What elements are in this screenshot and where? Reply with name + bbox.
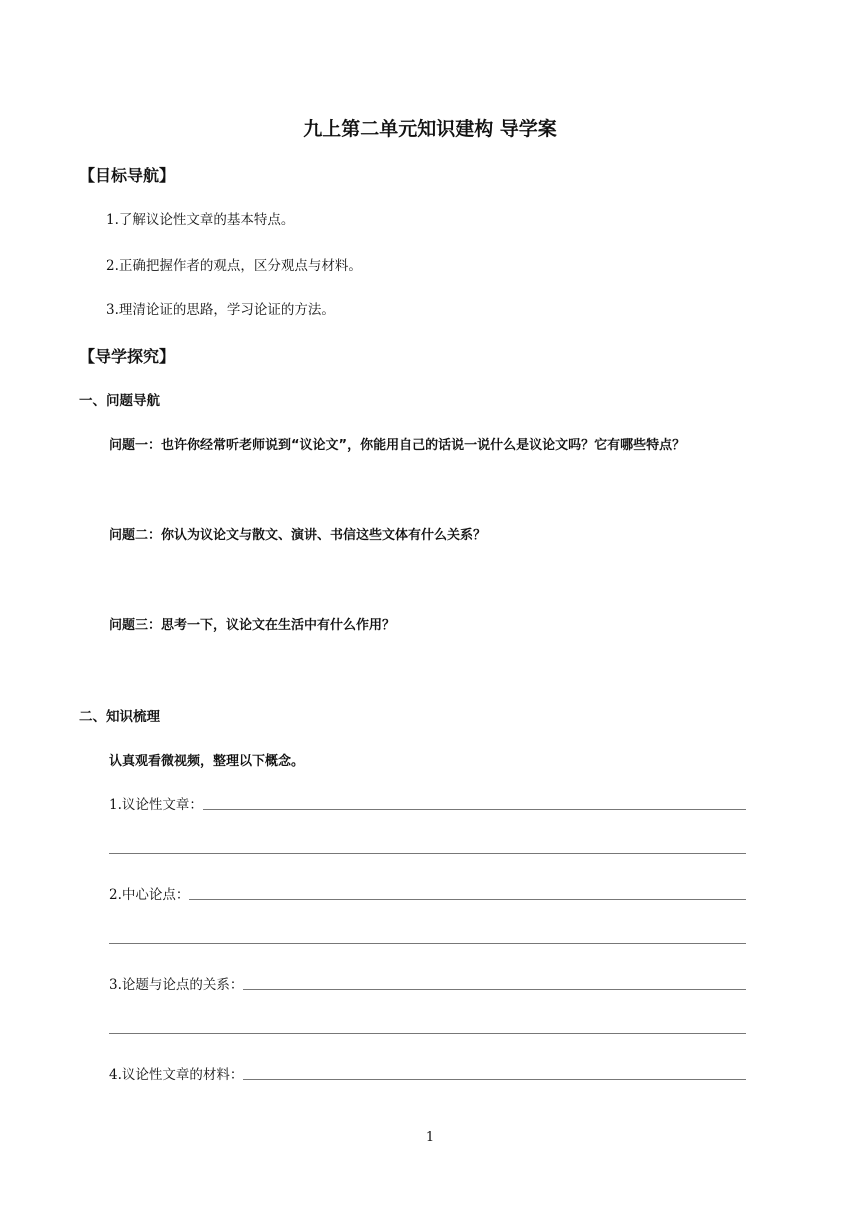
goal-item: 3.理清论证的思路，学习论证的方法。 bbox=[106, 302, 335, 318]
field-label: 4.议论性文章的材料： bbox=[109, 1067, 244, 1083]
knowledge-heading: 二、知识梳理 bbox=[79, 709, 160, 725]
answer-line bbox=[243, 988, 746, 990]
fill-field-central-argument[interactable] bbox=[109, 883, 746, 903]
explore-heading: 【导学探究】 bbox=[79, 347, 176, 366]
question-1: 问题一：也许你经常听老师说到“议论文”，你能用自己的话说一说什么是议论文吗？它有哪些特点？ bbox=[109, 438, 686, 453]
problem-nav-heading: 一、问题导航 bbox=[79, 393, 160, 409]
knowledge-instruction: 认真观看微视频，整理以下概念。 bbox=[109, 754, 305, 769]
field-label: 2.中心论点： bbox=[109, 887, 190, 903]
fill-field-materials[interactable] bbox=[109, 1063, 746, 1083]
goals-heading: 【目标导航】 bbox=[79, 166, 176, 185]
question-2: 问题二：你认为议论文与散文、演讲、书信这些文体有什么关系？ bbox=[109, 528, 487, 543]
answer-line[interactable] bbox=[109, 943, 746, 944]
field-label: 3.论题与论点的关系： bbox=[109, 977, 244, 993]
fill-field-argumentative-text[interactable] bbox=[109, 793, 746, 813]
answer-line[interactable] bbox=[109, 1033, 746, 1034]
fill-field-topic-argument-relation[interactable] bbox=[109, 973, 746, 993]
page-number: 1 bbox=[425, 1130, 435, 1145]
page-title: 九上第二单元知识建构 导学案 bbox=[303, 118, 557, 140]
goal-item: 1.了解议论性文章的基本特点。 bbox=[106, 212, 295, 228]
answer-line bbox=[203, 808, 746, 810]
answer-line bbox=[243, 1078, 746, 1080]
answer-line bbox=[189, 898, 746, 900]
field-label: 1.议论性文章： bbox=[109, 797, 203, 813]
answer-line[interactable] bbox=[109, 853, 746, 854]
goal-item: 2.正确把握作者的观点，区分观点与材料。 bbox=[106, 258, 362, 274]
question-3: 问题三：思考一下，议论文在生活中有什么作用？ bbox=[109, 618, 396, 633]
